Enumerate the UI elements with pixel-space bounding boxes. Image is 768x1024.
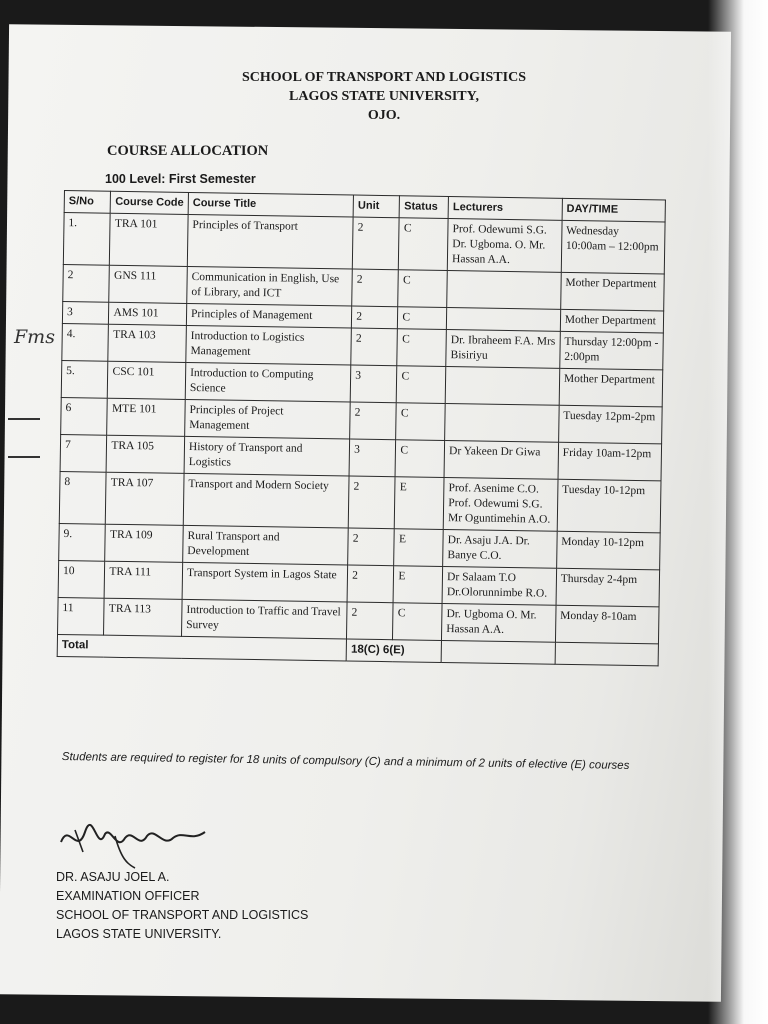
row-title: Rural Transport and Development — [183, 525, 349, 565]
registration-note: Students are required to register for 18 units of compulsory (C) and a minimum of 2 units of elective (E) courses — [61, 750, 630, 772]
row-status: E — [394, 529, 443, 567]
row-unit: 3 — [350, 365, 397, 403]
signatory-school: SCHOOL OF TRANSPORT AND LOGISTICS — [56, 908, 309, 922]
university-location: OJO. — [367, 108, 401, 123]
row-lecturers: Dr Salaam T.O Dr.Olorunnimbe R.O. — [442, 566, 556, 605]
row-daytime: Monday 8-10am — [555, 605, 659, 644]
row-lecturers: Dr. Ugboma O. Mr. Hassan A.A. — [442, 603, 556, 642]
row-code: TRA 107 — [106, 472, 184, 525]
row-unit: 2 — [350, 402, 397, 440]
row-code: TRA 111 — [105, 561, 183, 599]
row-lecturers: Dr. Ibraheem F.A. Mrs Bisiriyu — [446, 330, 560, 369]
row-unit: 2 — [348, 528, 395, 566]
row-status: C — [393, 603, 442, 641]
row-title: Introduction to Logistics Management — [186, 325, 352, 365]
row-daytime: Mother Department — [560, 272, 664, 311]
photo-dark-edge — [0, 0, 768, 28]
paper-curl-shadow — [708, 0, 768, 1024]
col-header-daytime: DAY/TIME — [562, 198, 666, 222]
level-semester: 100 Level: First Semester — [105, 172, 256, 186]
signatory-title: EXAMINATION OFFICER — [56, 889, 200, 903]
row-unit: 2 — [347, 602, 394, 640]
row-title: Principles of Transport — [187, 214, 353, 269]
row-lecturers: Prof. Asenime C.O. Prof. Odewumi S.G. Mr Oguntimehin A.O. — [443, 478, 557, 532]
row-unit: 3 — [349, 439, 396, 477]
signatory-name: DR. ASAJU JOEL A. — [56, 870, 170, 884]
total-empty-cell — [555, 642, 659, 666]
total-value: 18(C) 6(E) — [346, 639, 441, 662]
row-status: C — [397, 366, 446, 404]
col-header-lecturers: Lecturers — [448, 197, 562, 221]
row-lecturers — [447, 271, 561, 310]
row-status: C — [398, 307, 447, 330]
col-header-unit: Unit — [353, 195, 400, 218]
total-label: Total — [57, 634, 346, 661]
row-status: C — [397, 329, 446, 367]
row-lecturers — [446, 308, 560, 332]
row-sn: 2 — [63, 264, 110, 302]
row-lecturers: Dr Yakeen Dr Giwa — [444, 441, 558, 480]
row-code: GNS 111 — [109, 265, 187, 303]
row-code: TRA 103 — [108, 324, 186, 362]
row-daytime: Wednesday 10:00am – 12:00pm — [561, 220, 665, 274]
col-header-code: Course Code — [111, 191, 189, 214]
row-status: C — [399, 218, 449, 271]
row-daytime: Thursday 12:00pm - 2:00pm — [560, 331, 664, 370]
total-empty-cell — [441, 640, 555, 664]
row-title: History of Transport and Logistics — [184, 436, 350, 476]
row-lecturers — [445, 367, 559, 406]
signatory-university: LAGOS STATE UNIVERSITY. — [56, 927, 222, 941]
row-daytime: Thursday 2-4pm — [556, 568, 660, 607]
row-unit: 2 — [347, 565, 394, 603]
row-code: AMS 101 — [109, 302, 187, 325]
row-title: Communication in English, Use of Library, and ICT — [187, 266, 353, 306]
row-title: Principles of Management — [186, 303, 352, 328]
row-sn: 10 — [58, 560, 105, 598]
row-unit: 2 — [352, 217, 399, 270]
row-unit: 2 — [348, 476, 395, 529]
margin-dash-mark — [8, 456, 40, 458]
row-daytime: Mother Department — [559, 368, 663, 407]
table-row — [63, 213, 665, 274]
row-code: TRA 113 — [104, 598, 182, 636]
row-sn: 7 — [60, 434, 107, 472]
row-title: Transport and Modern Society — [183, 473, 349, 528]
row-code: TRA 105 — [106, 435, 184, 473]
table-body — [58, 213, 666, 644]
row-daytime: Tuesday 10-12pm — [557, 479, 661, 533]
row-sn: 5. — [61, 360, 108, 398]
row-title: Transport System in Lagos State — [182, 562, 348, 602]
row-sn: 8 — [59, 471, 106, 524]
row-lecturers: Prof. Odewumi S.G. Dr. Ugboma. O. Mr. Hassan A.A. — [447, 219, 561, 273]
row-sn: 3 — [62, 301, 109, 324]
row-status: E — [395, 477, 445, 530]
row-status: C — [395, 440, 444, 478]
row-unit: 2 — [351, 328, 398, 366]
row-title: Principles of Project Management — [185, 399, 351, 439]
row-status: C — [396, 403, 445, 441]
row-sn: 1. — [63, 213, 110, 266]
row-daytime: Mother Department — [560, 309, 664, 333]
row-unit: 2 — [352, 306, 399, 329]
row-lecturers — [445, 404, 559, 443]
col-header-status: Status — [400, 196, 449, 219]
row-status: C — [398, 270, 447, 308]
row-unit: 2 — [352, 269, 399, 307]
handwritten-signature — [55, 812, 225, 872]
handwritten-margin-note: Fms — [14, 326, 55, 348]
row-sn: 9. — [59, 523, 106, 561]
margin-dash-mark — [8, 418, 40, 420]
row-sn: 11 — [58, 597, 105, 635]
row-sn: 6 — [61, 397, 108, 435]
signatory-block — [56, 868, 308, 944]
row-daytime: Tuesday 12pm-2pm — [558, 405, 662, 444]
row-code: CSC 101 — [108, 361, 186, 399]
row-sn: 4. — [62, 323, 109, 361]
table-row — [59, 471, 661, 532]
row-code: MTE 101 — [107, 398, 185, 436]
page-title: COURSE ALLOCATION — [107, 143, 269, 159]
row-daytime: Monday 10-12pm — [556, 531, 660, 570]
university-name: LAGOS STATE UNIVERSITY, — [289, 89, 479, 104]
row-daytime: Friday 10am-12pm — [558, 442, 662, 481]
row-title: Introduction to Traffic and Travel Survey — [182, 599, 348, 639]
col-header-sn: S/No — [64, 191, 111, 214]
row-code: TRA 101 — [110, 213, 188, 266]
row-status: E — [393, 566, 442, 604]
col-header-title: Course Title — [188, 192, 354, 217]
row-lecturers: Dr. Asaju J.A. Dr. Banye C.O. — [443, 530, 557, 569]
row-title: Introduction to Computing Science — [185, 362, 351, 402]
course-allocation-table — [57, 190, 666, 666]
school-name: SCHOOL OF TRANSPORT AND LOGISTICS — [242, 70, 526, 85]
row-code: TRA 109 — [105, 524, 183, 562]
